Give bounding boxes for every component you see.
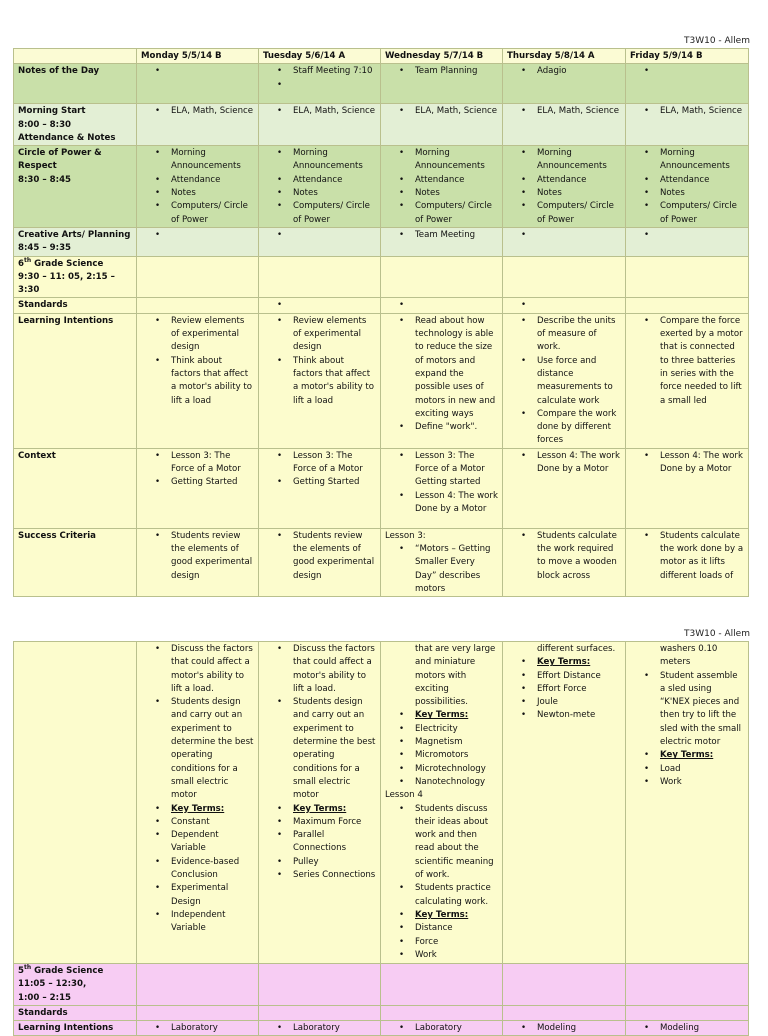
document-id: T3W10 - Allem: [683, 36, 750, 46]
list-item: • Morning Announcements: [293, 147, 376, 174]
list-item: • Students discuss their ideas about work and then read about the scientific meaning of work.: [415, 803, 498, 883]
list-item: • Notes: [293, 187, 376, 200]
row-label: 6th Grade Science 9:30 – 11: 05, 2:15 – 3:30: [14, 256, 137, 298]
list-item: • Load: [660, 763, 744, 776]
list-item: • Getting Started: [293, 476, 376, 489]
day-header-tue: Tuesday 5/6/14 A: [259, 49, 381, 64]
list-item: • Micromotors: [415, 749, 498, 762]
list-item: • ELA, Math, Science: [293, 105, 376, 118]
list-item: • Work: [660, 776, 744, 789]
list-item: • Student assemble a sled using “K'NEX pieces and then try to lift the sled with the small electric motor: [660, 670, 744, 750]
row-standards-5th: [14, 1005, 749, 1020]
row-context: [14, 448, 749, 528]
list-item: • Dependent Variable: [171, 829, 254, 856]
list-item: • Effort Distance: [537, 670, 621, 683]
continued-text: washers 0.10 meters: [660, 644, 718, 668]
list-item: • Constant: [171, 816, 254, 829]
list-item: • Think about factors that affect a motor's ability to lift a load: [171, 355, 254, 408]
list-item: • Discuss the factors that could affect a motor's ability to lift a load.: [171, 643, 254, 696]
list-item: • Modeling: [537, 1022, 621, 1035]
list-item: • Think about factors that affect a motor's ability to lift a load: [293, 355, 376, 408]
list-item: • Newton-mete: [537, 709, 621, 722]
row-label: Learning Intentions: [14, 313, 137, 448]
list-item: • Morning Announcements: [537, 147, 621, 174]
list-item: • Students calculate the work done by a motor as it lifts different loads of: [660, 530, 744, 583]
list-item: • ELA, Math, Science: [660, 105, 744, 118]
list-item: • “Motors – Getting Smaller Every Day” describes motors: [415, 543, 498, 596]
row-learning-intentions-5th: [14, 1021, 749, 1036]
list-item: • Review elements of experimental design: [293, 315, 376, 355]
lesson-label: Lesson 3:: [385, 530, 426, 541]
list-item: • Notes: [171, 187, 254, 200]
key-terms-label: Key Terms:: [415, 909, 469, 920]
list-item: • Students practice calculating work.: [415, 882, 498, 909]
list-item: • ELA, Math, Science: [171, 105, 254, 118]
list-item: • Notes: [660, 187, 744, 200]
list-item: • Distance: [415, 922, 498, 935]
list-item: • Evidence-based Conclusion: [171, 856, 254, 883]
list-item: • Getting Started: [171, 476, 254, 489]
list-item: • Notes: [415, 187, 498, 200]
list-item: • Maximum Force: [293, 816, 376, 829]
list-item: • Describe the units of measure of work.: [537, 315, 621, 355]
list-item: • Attendance: [293, 174, 376, 187]
key-terms-label: Key Terms:: [293, 803, 347, 814]
row-label: Success Criteria: [14, 528, 137, 596]
list-item: • Electricity: [415, 723, 498, 736]
list-item: • Microtechnology: [415, 763, 498, 776]
list-item: • Attendance: [171, 174, 254, 187]
list-item: • Lesson 3: The Force of a Motor: [171, 450, 254, 477]
document-id-page2: T3W10 - Allem: [683, 629, 750, 639]
row-success-criteria: [14, 528, 749, 596]
row-label: Notes of the Day: [14, 64, 137, 104]
row-morning-start: [14, 104, 749, 146]
row-creative-arts: [14, 227, 749, 256]
list-item: • Adagio: [537, 65, 621, 78]
list-item: • Computers/ Circle of Power: [293, 200, 376, 227]
list-item: • Morning Announcements: [660, 147, 744, 174]
row-label: Standards: [14, 1005, 137, 1020]
list-item: • Compare the force exerted by a motor that is connected to three batteries in series with the force needed to lift a small led: [660, 315, 744, 408]
list-item: • Students design and carry out an experiment to determine the best operating conditions for a small electric motor: [293, 696, 376, 802]
list-item: • Attendance: [537, 174, 621, 187]
list-item: • Computers/ Circle of Power: [537, 200, 621, 227]
list-item: • Computers/ Circle of Power: [660, 200, 744, 227]
continued-text: different surfaces.: [537, 644, 616, 654]
key-terms-label: Key Terms:: [171, 803, 225, 814]
list-item: • Team Planning: [415, 65, 498, 78]
day-header-wed: Wednesday 5/7/14 B: [381, 49, 503, 64]
list-item: • Notes: [537, 187, 621, 200]
list-item: • Computers/ Circle of Power: [415, 200, 498, 227]
list-item: • Series Connections: [293, 869, 376, 882]
list-item: • Modeling: [660, 1022, 744, 1035]
list-item: • Work: [415, 949, 498, 962]
row-label: Circle of Power & Respect 8:30 – 8:45: [14, 146, 137, 228]
list-item: • Lesson 3: The Force of a Motor: [293, 450, 376, 477]
list-item: • Pulley: [293, 856, 376, 869]
list-item: • Computers/ Circle of Power: [171, 200, 254, 227]
row-circle-of-power: [14, 146, 749, 228]
list-item: • Lesson 4: The work Done by a Motor: [537, 450, 621, 477]
corner-cell: [14, 49, 137, 64]
list-item: • Force: [415, 936, 498, 949]
row-fifth-grade-science: [14, 964, 749, 1006]
list-item: • Students design and carry out an experiment to determine the best operating conditions for a small electric motor: [171, 696, 254, 802]
list-item: • Students review the elements of good experimental design: [171, 530, 254, 583]
list-item: • Effort Force: [537, 683, 621, 696]
row-label: Context: [14, 448, 137, 528]
list-item: • Laboratory: [293, 1022, 376, 1035]
row-label: Standards: [14, 298, 137, 313]
day-header-fri: Friday 5/9/14 B: [626, 49, 749, 64]
list-item: • Attendance: [415, 174, 498, 187]
row-standards: [14, 298, 749, 313]
list-item: • Lesson 4: The work Done by a Motor: [660, 450, 744, 477]
list-item: • Compare the work done by different forces: [537, 408, 621, 448]
key-terms-label: Key Terms:: [660, 750, 714, 761]
lesson-label: Lesson 4: [385, 790, 423, 801]
list-item: • Independent Variable: [171, 909, 254, 936]
row-learning-intentions: [14, 313, 749, 448]
list-item: • Attendance: [660, 174, 744, 187]
row-label: Learning Intentions: [14, 1021, 137, 1036]
list-item: • ELA, Math, Science: [415, 105, 498, 118]
key-terms-label: Key Terms:: [537, 657, 591, 668]
list-item: • Nanotechnology: [415, 776, 498, 789]
list-item: • Review elements of experimental design: [171, 315, 254, 355]
list-item: • Experimental Design: [171, 882, 254, 909]
row-success-criteria-continued: [14, 642, 749, 964]
list-item: • Students review the elements of good experimental design: [293, 530, 376, 583]
weekly-plan-table-continued: [13, 641, 749, 1036]
list-item: • Magnetism: [415, 736, 498, 749]
list-item: • Use force and distance measurements to calculate work: [537, 355, 621, 408]
key-terms-label: Key Terms:: [415, 710, 469, 721]
list-item: • Discuss the factors that could affect a motor's ability to lift a load.: [293, 643, 376, 696]
row-notes: [14, 64, 749, 104]
row-sixth-grade-science: [14, 256, 749, 298]
day-header-thu: Thursday 5/8/14 A: [503, 49, 626, 64]
list-item: • Lesson 4: The work Done by a Motor: [415, 490, 498, 517]
list-item: • Parallel Connections: [293, 829, 376, 856]
list-item: • Students calculate the work required to move a wooden block across: [537, 530, 621, 583]
list-item: • Morning Announcements: [415, 147, 498, 174]
list-item: • Define "work".: [415, 421, 498, 434]
list-item: • Laboratory: [171, 1022, 254, 1035]
row-label: Creative Arts/ Planning 8:45 – 9:35: [14, 227, 137, 256]
continued-text: that are very large and miniature motors with exciting possibilities.: [415, 644, 496, 708]
list-item: • Joule: [537, 696, 621, 709]
weekly-plan-table: [13, 48, 749, 597]
list-item: • Team Meeting: [415, 229, 498, 242]
list-item: • Laboratory: [415, 1022, 498, 1035]
list-item: • ELA, Math, Science: [537, 105, 621, 118]
list-item: • Lesson 3: The Force of a Motor Getting started: [415, 450, 498, 490]
list-item: • Read about how technology is able to reduce the size of motors and expand the possible uses of motors in new and exciting ways: [415, 315, 498, 421]
row-label: Morning Start 8:00 – 8:30 Attendance & Notes: [14, 104, 137, 146]
day-header-mon: Monday 5/5/14 B: [137, 49, 259, 64]
list-item: • Staff Meeting 7:10: [293, 65, 376, 78]
list-item: • Morning Announcements: [171, 147, 254, 174]
row-label: 5th Grade Science 11:05 – 12:30, 1:00 – 2:15: [14, 964, 137, 1006]
